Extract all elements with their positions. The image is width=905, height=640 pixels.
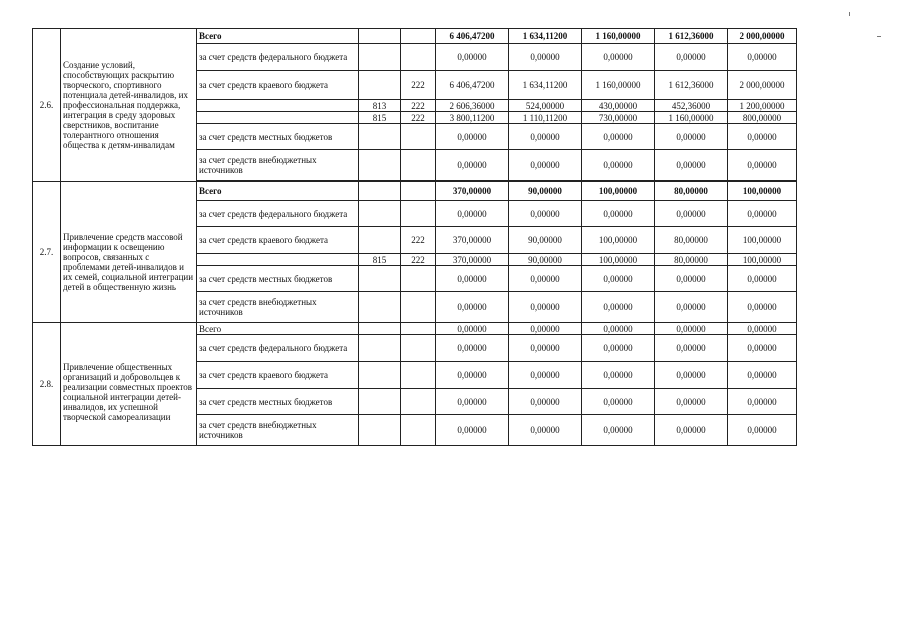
row-label bbox=[197, 254, 359, 266]
value-cell: 0,00000 bbox=[655, 150, 728, 181]
kbk-cell bbox=[401, 124, 436, 150]
grbs-cell bbox=[359, 29, 401, 44]
value-cell: 1 200,00000 bbox=[728, 100, 797, 112]
value-cell: 100,00000 bbox=[728, 254, 797, 266]
grbs-cell bbox=[359, 201, 401, 227]
kbk-cell bbox=[401, 182, 436, 201]
kbk-cell bbox=[401, 415, 436, 446]
value-cell: 0,00000 bbox=[582, 124, 655, 150]
section-title: Создание условий, способствующих раскрытию творческого, спортивного потенциала детей-инвалидов, их профессиональная поддержка, интеграция в среду здоровых сверстников, воспитание толерантного отношения общества к детям-инвалидам bbox=[61, 29, 197, 182]
value-cell: 0,00000 bbox=[582, 201, 655, 227]
grbs-cell bbox=[359, 124, 401, 150]
value-cell: 0,00000 bbox=[436, 124, 509, 150]
value-cell: 430,00000 bbox=[582, 100, 655, 112]
row-label bbox=[197, 100, 359, 112]
value-cell: 100,00000 bbox=[728, 227, 797, 254]
value-cell: 100,00000 bbox=[582, 227, 655, 254]
grbs-cell bbox=[359, 389, 401, 415]
value-cell: 2 000,00000 bbox=[728, 71, 797, 100]
value-cell: 370,00000 bbox=[436, 227, 509, 254]
grbs-cell bbox=[359, 335, 401, 362]
table-row bbox=[33, 29, 797, 44]
grbs-cell bbox=[359, 150, 401, 181]
value-cell: 0,00000 bbox=[436, 44, 509, 71]
value-cell: 0,00000 bbox=[728, 389, 797, 415]
value-cell: 0,00000 bbox=[436, 389, 509, 415]
scan-mark bbox=[849, 12, 850, 16]
section-number: 2.8. bbox=[33, 323, 61, 446]
value-cell: 452,36000 bbox=[655, 100, 728, 112]
kbk-cell bbox=[401, 266, 436, 292]
scan-mark bbox=[877, 36, 881, 37]
value-cell: 3 800,11200 bbox=[436, 112, 509, 124]
value-cell: 6 406,47200 bbox=[436, 71, 509, 100]
value-cell: 0,00000 bbox=[655, 389, 728, 415]
row-label bbox=[197, 112, 359, 124]
value-cell: 0,00000 bbox=[509, 323, 582, 335]
value-cell: 1 634,11200 bbox=[509, 71, 582, 100]
value-cell: 1 612,36000 bbox=[655, 71, 728, 100]
value-cell: 6 406,47200 bbox=[436, 29, 509, 44]
grbs-cell bbox=[359, 323, 401, 335]
value-cell: 0,00000 bbox=[728, 124, 797, 150]
value-cell: 100,00000 bbox=[728, 182, 797, 201]
value-cell: 1 160,00000 bbox=[582, 29, 655, 44]
kbk-cell bbox=[401, 389, 436, 415]
value-cell: 0,00000 bbox=[655, 335, 728, 362]
value-cell: 0,00000 bbox=[655, 362, 728, 389]
row-label: Всего bbox=[197, 323, 359, 335]
value-cell: 0,00000 bbox=[509, 415, 582, 446]
value-cell: 0,00000 bbox=[728, 150, 797, 181]
value-cell: 0,00000 bbox=[436, 335, 509, 362]
value-cell: 0,00000 bbox=[655, 415, 728, 446]
grbs-cell bbox=[359, 44, 401, 71]
grbs-cell bbox=[359, 227, 401, 254]
value-cell: 0,00000 bbox=[509, 389, 582, 415]
value-cell: 0,00000 bbox=[582, 292, 655, 323]
value-cell: 0,00000 bbox=[728, 362, 797, 389]
value-cell: 0,00000 bbox=[728, 292, 797, 323]
value-cell: 1 160,00000 bbox=[655, 112, 728, 124]
grbs-cell bbox=[359, 71, 401, 100]
value-cell: 90,00000 bbox=[509, 182, 582, 201]
row-label: за счет средств внебюджетных источников bbox=[197, 415, 359, 446]
budget-table bbox=[32, 28, 797, 446]
value-cell: 1 110,11200 bbox=[509, 112, 582, 124]
value-cell: 0,00000 bbox=[582, 266, 655, 292]
value-cell: 0,00000 bbox=[728, 44, 797, 71]
row-label: за счет средств местных бюджетов bbox=[197, 389, 359, 415]
row-label: за счет средств местных бюджетов bbox=[197, 266, 359, 292]
value-cell: 0,00000 bbox=[582, 150, 655, 181]
value-cell: 0,00000 bbox=[509, 44, 582, 71]
value-cell: 100,00000 bbox=[582, 254, 655, 266]
value-cell: 100,00000 bbox=[582, 182, 655, 201]
value-cell: 2 000,00000 bbox=[728, 29, 797, 44]
value-cell: 370,00000 bbox=[436, 182, 509, 201]
value-cell: 0,00000 bbox=[582, 44, 655, 71]
grbs-cell: 813 bbox=[359, 100, 401, 112]
value-cell: 90,00000 bbox=[509, 227, 582, 254]
value-cell: 1 160,00000 bbox=[582, 71, 655, 100]
value-cell: 0,00000 bbox=[509, 150, 582, 181]
kbk-cell: 222 bbox=[401, 112, 436, 124]
value-cell: 2 606,36000 bbox=[436, 100, 509, 112]
value-cell: 0,00000 bbox=[655, 124, 728, 150]
value-cell: 1 612,36000 bbox=[655, 29, 728, 44]
value-cell: 370,00000 bbox=[436, 254, 509, 266]
value-cell: 0,00000 bbox=[655, 266, 728, 292]
value-cell: 80,00000 bbox=[655, 182, 728, 201]
row-label: Всего bbox=[197, 29, 359, 44]
value-cell: 0,00000 bbox=[582, 323, 655, 335]
grbs-cell: 815 bbox=[359, 112, 401, 124]
value-cell: 0,00000 bbox=[509, 292, 582, 323]
kbk-cell bbox=[401, 292, 436, 323]
kbk-cell: 222 bbox=[401, 100, 436, 112]
table-row bbox=[33, 182, 797, 201]
kbk-cell bbox=[401, 44, 436, 71]
kbk-cell: 222 bbox=[401, 71, 436, 100]
kbk-cell: 222 bbox=[401, 227, 436, 254]
grbs-cell bbox=[359, 362, 401, 389]
value-cell: 0,00000 bbox=[436, 292, 509, 323]
value-cell: 1 634,11200 bbox=[509, 29, 582, 44]
value-cell: 0,00000 bbox=[728, 323, 797, 335]
value-cell: 0,00000 bbox=[509, 362, 582, 389]
section-title: Привлечение средств массовой информации к освещению вопросов, связанных с проблемами детей-инвалидов и их семей, социальной интеграции детей в общественную жизнь bbox=[61, 182, 197, 323]
value-cell: 0,00000 bbox=[582, 415, 655, 446]
value-cell: 0,00000 bbox=[728, 266, 797, 292]
row-label: за счет средств краевого бюджета bbox=[197, 227, 359, 254]
row-label: за счет средств местных бюджетов bbox=[197, 124, 359, 150]
row-label: Всего bbox=[197, 182, 359, 201]
kbk-cell bbox=[401, 335, 436, 362]
row-label: за счет средств внебюджетных источников bbox=[197, 150, 359, 181]
value-cell: 0,00000 bbox=[728, 415, 797, 446]
row-label: за счет средств федерального бюджета bbox=[197, 201, 359, 227]
value-cell: 730,00000 bbox=[582, 112, 655, 124]
grbs-cell: 815 bbox=[359, 254, 401, 266]
value-cell: 0,00000 bbox=[655, 44, 728, 71]
value-cell: 0,00000 bbox=[436, 415, 509, 446]
section-number: 2.7. bbox=[33, 182, 61, 323]
value-cell: 0,00000 bbox=[436, 323, 509, 335]
value-cell: 0,00000 bbox=[728, 335, 797, 362]
value-cell: 80,00000 bbox=[655, 254, 728, 266]
value-cell: 0,00000 bbox=[436, 150, 509, 181]
kbk-cell: 222 bbox=[401, 254, 436, 266]
value-cell: 0,00000 bbox=[582, 335, 655, 362]
value-cell: 0,00000 bbox=[655, 201, 728, 227]
value-cell: 0,00000 bbox=[509, 201, 582, 227]
value-cell: 0,00000 bbox=[436, 362, 509, 389]
value-cell: 0,00000 bbox=[509, 124, 582, 150]
row-label: за счет средств краевого бюджета bbox=[197, 71, 359, 100]
value-cell: 0,00000 bbox=[582, 362, 655, 389]
grbs-cell bbox=[359, 182, 401, 201]
kbk-cell bbox=[401, 323, 436, 335]
value-cell: 800,00000 bbox=[728, 112, 797, 124]
section-title: Привлечение общественных организаций и добровольцев к реализации совместных проектов социальной интеграции детей-инвалидов, их успешной творческой самореализации bbox=[61, 323, 197, 446]
row-label: за счет средств внебюджетных источников bbox=[197, 292, 359, 323]
row-label: за счет средств краевого бюджета bbox=[197, 362, 359, 389]
grbs-cell bbox=[359, 415, 401, 446]
value-cell: 0,00000 bbox=[436, 266, 509, 292]
section-number: 2.6. bbox=[33, 29, 61, 182]
value-cell: 90,00000 bbox=[509, 254, 582, 266]
value-cell: 0,00000 bbox=[436, 201, 509, 227]
value-cell: 80,00000 bbox=[655, 227, 728, 254]
value-cell: 0,00000 bbox=[509, 266, 582, 292]
kbk-cell bbox=[401, 362, 436, 389]
table-row bbox=[33, 323, 797, 335]
value-cell: 0,00000 bbox=[582, 389, 655, 415]
kbk-cell bbox=[401, 29, 436, 44]
kbk-cell bbox=[401, 150, 436, 181]
value-cell: 0,00000 bbox=[655, 292, 728, 323]
value-cell: 0,00000 bbox=[509, 335, 582, 362]
value-cell: 524,00000 bbox=[509, 100, 582, 112]
value-cell: 0,00000 bbox=[728, 201, 797, 227]
kbk-cell bbox=[401, 201, 436, 227]
row-label: за счет средств федерального бюджета bbox=[197, 44, 359, 71]
grbs-cell bbox=[359, 292, 401, 323]
grbs-cell bbox=[359, 266, 401, 292]
value-cell: 0,00000 bbox=[655, 323, 728, 335]
row-label: за счет средств федерального бюджета bbox=[197, 335, 359, 362]
